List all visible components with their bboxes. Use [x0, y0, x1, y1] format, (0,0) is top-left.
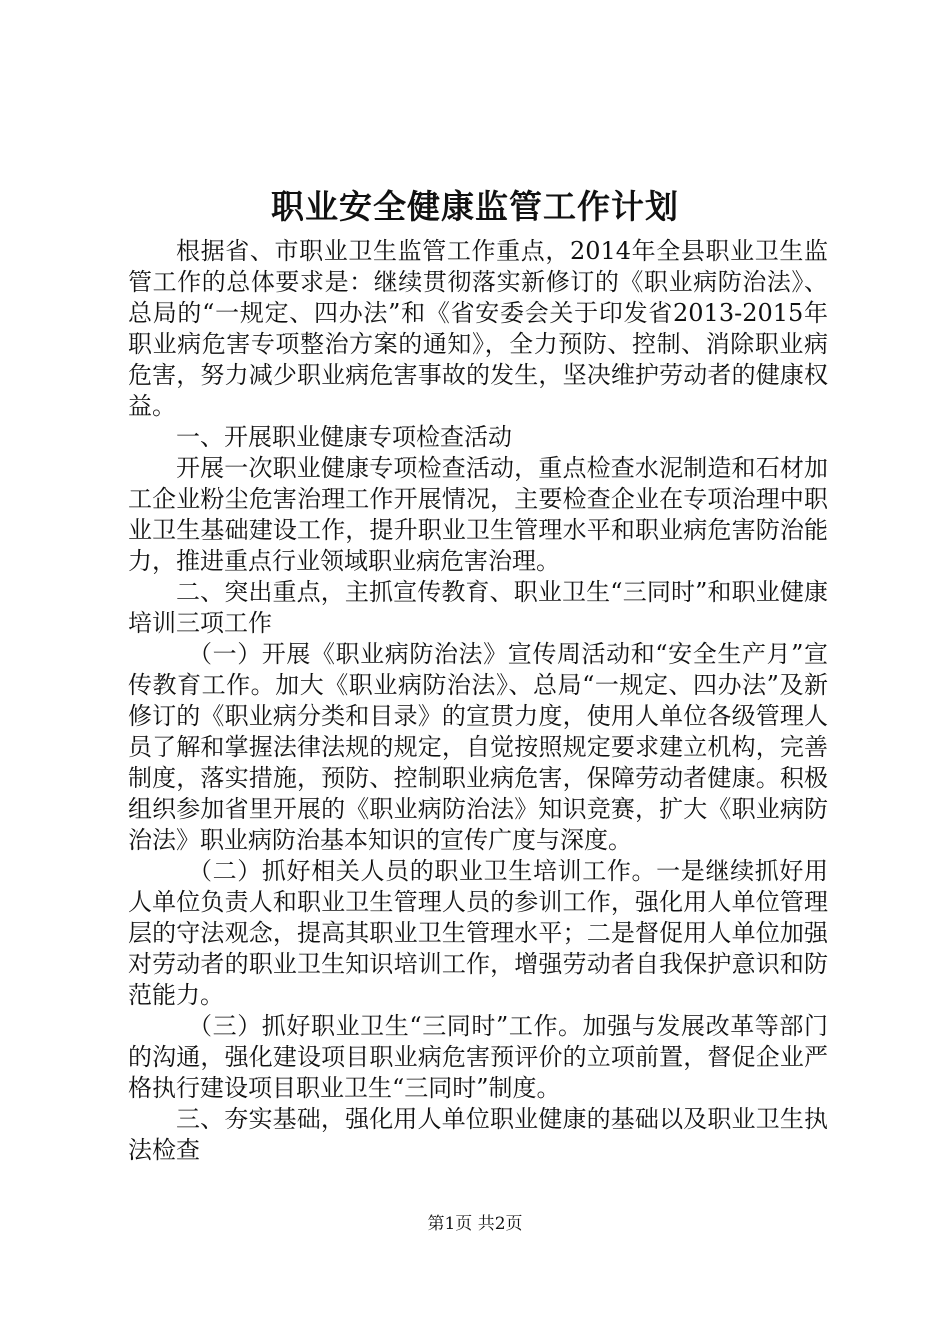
page-number-footer: 第1页 共2页 [427, 1214, 523, 1234]
paragraph-item-3: （三）抓好职业卫生“三同时”工作。加强与发展改革等部门的沟通，强化建设项目职业病危害预评价的立项前置，督促企业严格执行建设项目职业卫生“三同时”制度。 [128, 1012, 828, 1102]
heading-section-2: 二、突出重点，主抓宣传教育、职业卫生“三同时”和职业健康培训三项工作 [128, 578, 828, 637]
paragraph-item-1: （一）开展《职业病防治法》宣传周活动和“安全生产月”宣传教育工作。加大《职业病防治法》、总局“一规定、四办法”及新修订的《职业病分类和目录》的宣贯力度，使用人单位各级管理人员了解和掌握法律法规的规定，自觉按照规定要求建立机构，完善制度，落实措施，预防、控制职业病危害，保障劳动者健康。积极组织参加省里开展的《职业病防治法》知识竞赛，扩大《职业病防治法》职业病防治基本知识的宣传广度与深度。 [128, 640, 828, 854]
paragraph-section-1: 开展一次职业健康专项检查活动，重点检查水泥制造和石材加工企业粉尘危害治理工作开展情况，主要检查企业在专项治理中职业卫生基础建设工作，提升职业卫生管理水平和职业病危害防治能力，推进重点行业领域职业病危害治理。 [128, 454, 828, 575]
document-body [128, 236, 828, 1166]
heading-section-1: 一、开展职业健康专项检查活动 [176, 423, 512, 451]
paragraph-item-2: （二）抓好相关人员的职业卫生培训工作。一是继续抓好用人单位负责人和职业卫生管理人员的参训工作，强化用人单位管理层的守法观念，提高其职业卫生管理水平；二是督促用人单位加强对劳动者的职业卫生知识培训工作，增强劳动者自我保护意识和防范能力。 [128, 857, 828, 1009]
document-title: 职业安全健康监管工作计划 [271, 187, 679, 226]
paragraph-intro: 根据省、市职业卫生监管工作重点，2014年全县职业卫生监管工作的总体要求是：继续贯彻落实新修订的《职业病防治法》、总局的“一规定、四办法”和《省安委会关于印发省2013-2015年职业病危害专项整治方案的通知》，全力预防、控制、消除职业病危害，努力减少职业病危害事故的发生，坚决维护劳动者的健康权益。 [128, 237, 828, 420]
heading-section-3: 三、夯实基础，强化用人单位职业健康的基础以及职业卫生执法检查 [128, 1105, 828, 1164]
